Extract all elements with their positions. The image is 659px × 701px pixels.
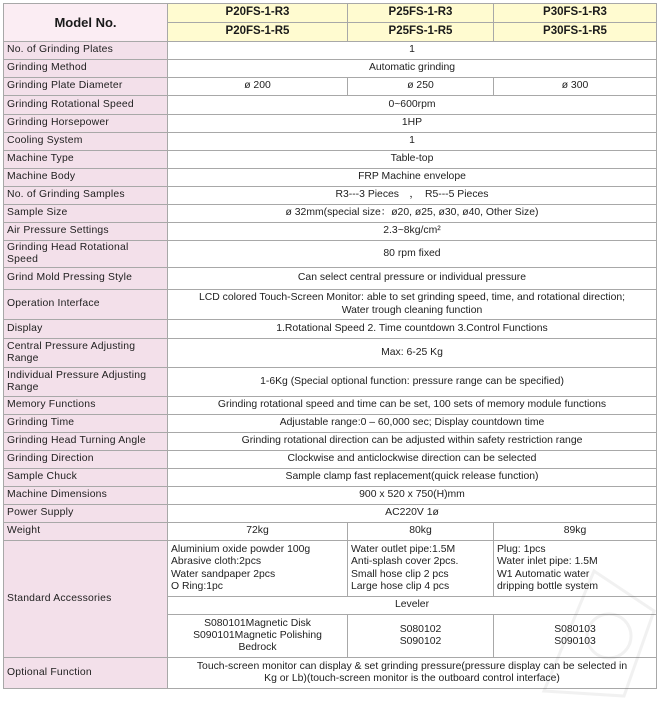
row-label-machine-dimensions: Machine Dimensions [4,487,168,505]
weight-p30: 89kg [494,523,657,541]
accessory-item: O Ring:1pc [171,580,223,592]
row-label-machine-type: Machine Type [4,151,168,169]
accessory-item: Water sandpaper 2pcs [171,568,276,580]
row-value-air-pressure: 2.3~8kg/cm² [168,223,657,241]
row-label-memory-functions: Memory Functions [4,397,168,415]
model-p25-r5: P25FS-1-R5 [348,23,494,42]
row-value-grinding-plates: 1 [168,42,657,60]
table-row [4,469,657,487]
accessory-item: Large hose clip 4 pcs [351,580,450,592]
row-value-power-supply: AC220V 1ø [168,505,657,523]
parts-p25 [348,615,494,658]
accessories-col-a [168,541,348,597]
accessory-item: dripping bottle system [497,580,599,592]
row-value-grinding-samples: R3---3 Pieces ， R5---5 Pieces [168,187,657,205]
table-row [4,320,657,339]
accessories-col-c [494,541,657,597]
part-line: S090101Magnetic Polishing [193,629,322,641]
table-row [4,133,657,151]
table-row [4,223,657,241]
row-value-sample-chuck: Sample clamp fast replacement(quick release function) [168,469,657,487]
row-label-central-pressure [4,339,168,368]
row-value-memory-functions: Grinding rotational speed and time can be set, 100 sets of memory module functions [168,397,657,415]
value-line: Touch-screen monitor can display & set grinding pressure(pressure display can be selected in [196,660,628,672]
row-label-sample-size: Sample Size [4,205,168,223]
row-value-rotational-speed: 0~600rpm [168,96,657,115]
row-label-weight: Weight [4,523,168,541]
table-row [4,205,657,223]
label-line: Central Pressure Adjusting [7,340,136,352]
row-label-grinding-direction: Grinding Direction [4,451,168,469]
accessory-item: Aluminium oxide powder 100g [171,543,311,555]
row-value-display: 1.Rotational Speed 2. Time countdown 3.Control Functions [168,320,657,339]
row-value-sample-size: ø 32mm(special size：ø20, ø25, ø30, ø40, Other Size) [168,205,657,223]
row-label-head-rotational-speed [4,241,168,268]
label-line: Range [7,382,39,393]
row-label-sample-chuck: Sample Chuck [4,469,168,487]
table-row [4,169,657,187]
row-label-rotational-speed: Grinding Rotational Speed [4,96,168,115]
row-label-optional-function: Optional Function [4,658,168,689]
table-row [4,487,657,505]
part-line: S080102 [399,623,442,635]
table-row [4,290,657,320]
parts-p20 [168,615,348,658]
row-label-operation-interface: Operation Interface [4,290,168,320]
table-row [4,415,657,433]
table-row [4,151,657,169]
row-label-grinding-plates: No. of Grinding Plates [4,42,168,60]
row-label-turning-angle: Grinding Head Turning Angle [4,433,168,451]
row-value-central-pressure: Max: 6-25 Kg [168,339,657,368]
weight-p20: 72kg [168,523,348,541]
weight-p25: 80kg [348,523,494,541]
row-value-head-rotational-speed: 80 rpm fixed [168,241,657,268]
accessory-item: Water outlet pipe:1.5M [351,543,456,555]
parts-p30 [494,615,657,658]
row-label-cooling-system: Cooling System [4,133,168,151]
table-row [4,241,657,268]
spec-table [3,3,657,689]
value-line: Kg or Lb)(touch-screen monitor is the outboard control interface) [264,673,560,684]
table-row [4,268,657,290]
row-label-horsepower: Grinding Horsepower [4,115,168,133]
row-value-individual-pressure: 1-6Kg (Special optional function: pressure range can be specified) [168,368,657,397]
plate-diameter-p20: ø 200 [168,78,348,96]
plate-diameter-p25: ø 250 [348,78,494,96]
table-row [4,505,657,523]
accessory-item: Water inlet pipe: 1.5M [497,556,598,568]
label-line: Speed [7,254,39,265]
row-value-operation-interface [168,290,657,320]
table-row [4,96,657,115]
table-row [4,78,657,96]
part-line: S080103 [554,623,596,635]
row-label-individual-pressure [4,368,168,397]
accessory-item: Abrasive cloth:2pcs [171,556,262,568]
accessory-item: Plug: 1pcs [497,543,546,555]
row-value-cooling-system: 1 [168,133,657,151]
row-value-horsepower: 1HP [168,115,657,133]
accessories-col-b [348,541,494,597]
model-p30-r5: P30FS-1-R5 [494,23,657,42]
accessory-item: W1 Automatic water [497,568,590,580]
value-line: LCD colored Touch-Screen Monitor: able to set grinding speed, time, and rotational direction; [198,292,626,304]
table-row [4,115,657,133]
accessory-item: Anti-splash cover 2pcs. [351,556,459,568]
table-row [4,187,657,205]
row-label-standard-accessories: Standard Accessories [4,541,168,658]
row-label-plate-diameter: Grinding Plate Diameter [4,78,168,96]
row-label-power-supply: Power Supply [4,505,168,523]
row-value-machine-dimensions: 900 x 520 x 750(H)mm [168,487,657,505]
row-value-machine-body: FRP Machine envelope [168,169,657,187]
table-row [4,339,657,368]
table-row [4,523,657,541]
row-label-grinding-method: Grinding Method [4,60,168,78]
table-row [4,42,657,60]
label-line: Grinding Head Rotational [7,241,129,253]
table-row [4,60,657,78]
row-value-machine-type: Table-top [168,151,657,169]
spec-sheet [3,3,656,689]
row-label-grinding-time: Grinding Time [4,415,168,433]
row-label-machine-body: Machine Body [4,169,168,187]
part-line: S090102 [399,636,442,647]
model-p20-r3: P20FS-1-R3 [168,4,348,23]
label-line: Range [7,353,39,364]
row-value-grinding-direction: Clockwise and anticlockwise direction can be selected [168,451,657,469]
part-line: S080101Magnetic Disk [204,617,311,629]
row-label-mold-pressing-style: Grind Mold Pressing Style [4,268,168,290]
part-line: S090103 [554,636,596,647]
row-label-air-pressure: Air Pressure Settings [4,223,168,241]
table-row [4,368,657,397]
row-value-grinding-time: Adjustable range:0 – 60,000 sec; Display countdown time [168,415,657,433]
value-line: Water trough cleaning function [341,304,483,316]
table-row [4,541,657,597]
row-label-display: Display [4,320,168,339]
model-p30-r3: P30FS-1-R3 [494,4,657,23]
row-label-grinding-samples: No. of Grinding Samples [4,187,168,205]
part-line: Bedrock [238,642,277,654]
model-p20-r5: P20FS-1-R5 [168,23,348,42]
model-p25-r3: P25FS-1-R3 [348,4,494,23]
row-value-mold-pressing-style: Can select central pressure or individual pressure [168,268,657,290]
table-row [4,658,657,689]
row-value-grinding-method: Automatic grinding [168,60,657,78]
label-line: Individual Pressure Adjusting [7,369,147,381]
table-row [4,433,657,451]
accessory-item: Small hose clip 2 pcs [351,568,449,580]
row-value-turning-angle: Grinding rotational direction can be adjusted within safety restriction range [168,433,657,451]
plate-diameter-p30: ø 300 [494,78,657,96]
accessory-leveler: Leveler [168,597,657,615]
row-value-optional-function [168,658,657,689]
model-no-header: Model No. [4,4,168,42]
table-row [4,397,657,415]
table-row [4,451,657,469]
